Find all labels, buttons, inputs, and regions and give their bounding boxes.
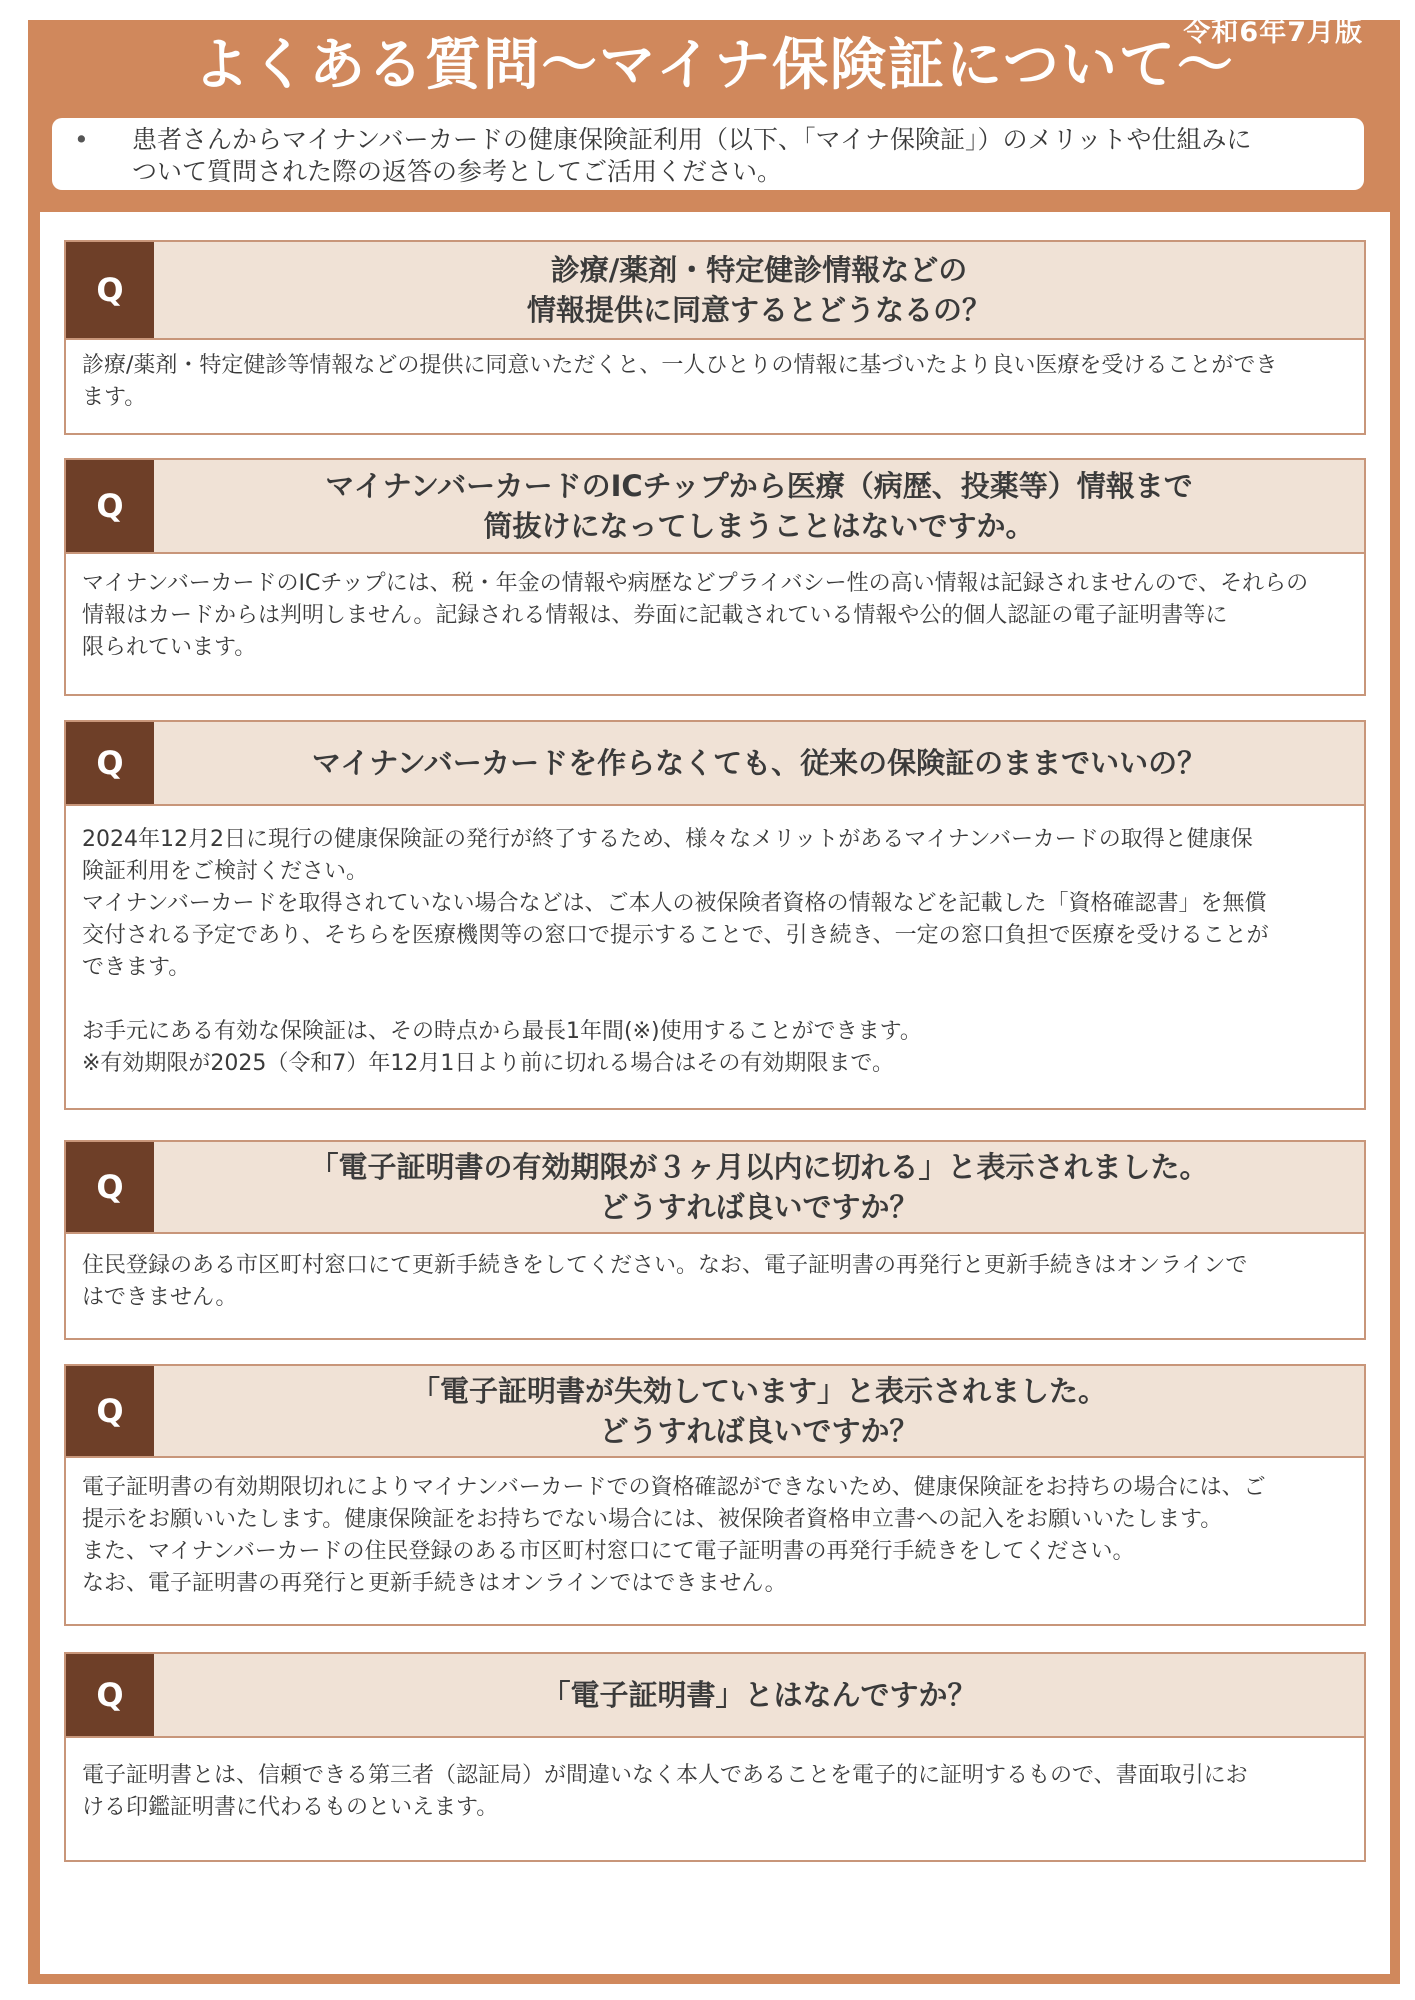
answer-line: 診療/薬剤・特定健診等情報などの提供に同意いただくと、一人ひとりの情報に基づいたより良い医療を受けることができ bbox=[82, 353, 1278, 378]
qa-item-4 bbox=[64, 1140, 1366, 1340]
paragraph-gap bbox=[82, 984, 1348, 1016]
qa-item-1 bbox=[64, 240, 1366, 435]
answer-line: 限られています。 bbox=[82, 635, 257, 660]
answer-line: マイナンバーカードのICチップには、税・年金の情報や病歴などプライバシー性の高い情報は記録されませんので、それらの bbox=[82, 571, 1309, 596]
answer-line: 電子証明書の有効期限切れによりマイナンバーカードでの資格確認ができないため、健康保険証をお持ちの場合には、ご bbox=[82, 1475, 1266, 1500]
question-line: 診療/薬剤・特定健診情報などの bbox=[550, 253, 968, 287]
intro-line-2: ついて質問された際の返答の参考としてご活用ください。 bbox=[132, 157, 783, 186]
question-text bbox=[154, 1142, 1364, 1232]
answer-line: 交付される予定であり、そちらを医療機関等の窓口で提示することで、引き続き、一定の窓口負担で医療を受けることが bbox=[82, 923, 1269, 948]
answer-line: 2024年12月2日に現行の健康保険証の発行が終了するため、様々なメリットがあるマイナンバーカードの取得と健康保 bbox=[82, 827, 1253, 852]
qa-section bbox=[40, 212, 1390, 1974]
q-badge: Q bbox=[66, 1142, 154, 1232]
question-header bbox=[66, 1142, 1364, 1234]
question-line: 「電子証明書が失効しています」と表示されました。 bbox=[410, 1374, 1107, 1408]
answer-line: また、マイナンバーカードの住民登録のある市区町村窓口にて電子証明書の再発行手続きをしてください。 bbox=[82, 1539, 1135, 1564]
answer-line: ます。 bbox=[82, 385, 147, 410]
answer-text bbox=[66, 340, 1364, 424]
answer-text bbox=[66, 806, 1364, 1090]
question-line: どうすれば良いですか？ bbox=[599, 1190, 919, 1224]
question-line: マイナンバーカードを作らなくても、従来の保険証のままでいいの？ bbox=[311, 746, 1207, 780]
question-line: 「電子証明書の有効期限が３ヶ月以内に切れる」と表示されました。 bbox=[309, 1150, 1209, 1184]
intro-line-1: 患者さんからマイナンバーカードの健康保険証利用（以下、「マイナ保険証」）のメリットや仕組みに bbox=[132, 125, 1252, 154]
answer-text bbox=[66, 1234, 1364, 1324]
answer-line: 住民登録のある市区町村窓口にて更新手続きをしてください。なお、電子証明書の再発行と更新手続きはオンラインで bbox=[82, 1253, 1248, 1278]
answer-line: ※有効期限が2025（令和7）年12月1日より前に切れる場合はその有効期限まで。 bbox=[82, 1051, 894, 1076]
question-line: 筒抜けになってしまうことはないですか。 bbox=[483, 509, 1035, 543]
answer-line: なお、電子証明書の再発行と更新手続きはオンラインではできません。 bbox=[82, 1571, 787, 1596]
question-text bbox=[154, 242, 1364, 338]
question-text bbox=[154, 722, 1364, 804]
page-title: よくある質問～マイナ保険証について～ bbox=[193, 33, 1235, 98]
bullet-icon: • bbox=[74, 125, 89, 154]
q-badge: Q bbox=[66, 242, 154, 338]
q-badge: Q bbox=[66, 1366, 154, 1456]
question-header bbox=[66, 460, 1364, 554]
answer-line: お手元にある有効な保険証は、その時点から最長1年間(※)使用することができます。 bbox=[82, 1019, 922, 1044]
q-badge: Q bbox=[66, 1654, 154, 1736]
qa-item-3 bbox=[64, 720, 1366, 1110]
q-badge: Q bbox=[66, 460, 154, 552]
qa-item-5 bbox=[64, 1364, 1366, 1626]
intro-box bbox=[52, 118, 1364, 190]
qa-item-6 bbox=[64, 1652, 1366, 1862]
answer-text bbox=[66, 1458, 1364, 1610]
answer-text bbox=[66, 1738, 1364, 1834]
answer-line: 電子証明書とは、信頼できる第三者（認証局）が間違いなく本人であることを電子的に証明するもので、書面取引にお bbox=[82, 1763, 1248, 1788]
edition-label: 令和6年7月版 bbox=[1183, 17, 1363, 48]
answer-line: ける印鑑証明書に代わるものといえます。 bbox=[82, 1795, 499, 1820]
question-header bbox=[66, 1366, 1364, 1458]
question-header bbox=[66, 1654, 1364, 1738]
question-line: 「電子証明書」とはなんですか？ bbox=[541, 1678, 977, 1712]
answer-text bbox=[66, 554, 1364, 674]
answer-line: マイナンバーカードを取得されていない場合などは、ご本人の被保険者資格の情報などを記載した「資格確認書」を無償 bbox=[82, 891, 1267, 916]
q-badge: Q bbox=[66, 722, 154, 804]
qa-item-2 bbox=[64, 458, 1366, 696]
question-text bbox=[154, 1366, 1364, 1456]
answer-line: 提示をお願いいたします。健康保険証をお持ちでない場合には、被保険者資格申立書への記入をお願いいたします。 bbox=[82, 1507, 1223, 1532]
question-line: どうすれば良いですか？ bbox=[599, 1414, 919, 1448]
question-text bbox=[154, 1654, 1364, 1736]
answer-line: 情報はカードからは判明しません。記録される情報は、券面に記載されている情報や公的個人認証の電子証明書等に bbox=[82, 603, 1228, 628]
answer-line: はできません。 bbox=[82, 1285, 238, 1310]
question-line: マイナンバーカードのICチップから医療（病歴、投薬等）情報まで bbox=[325, 469, 1193, 503]
answer-line: できます。 bbox=[82, 955, 191, 980]
question-header bbox=[66, 722, 1364, 806]
question-header bbox=[66, 242, 1364, 340]
question-line: 情報提供に同意するとどうなるの？ bbox=[526, 293, 991, 327]
answer-line: 険証利用をご検討ください。 bbox=[82, 859, 369, 884]
question-text bbox=[154, 460, 1364, 552]
